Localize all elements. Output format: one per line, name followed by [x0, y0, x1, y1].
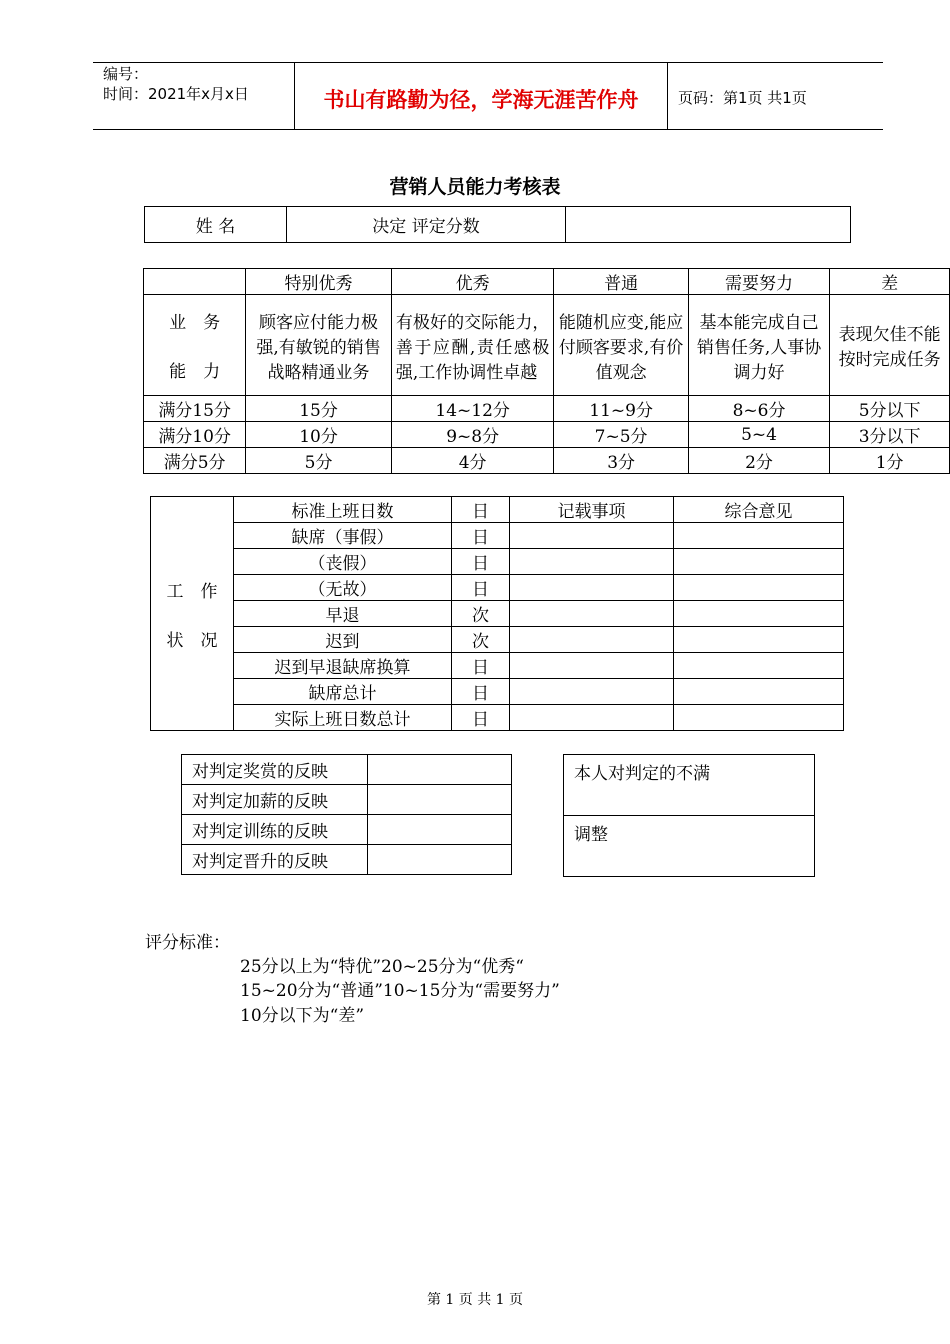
ability-table-clip	[143, 268, 950, 474]
reaction-value[interactable]	[368, 755, 512, 785]
opinion-header: 综合意见	[674, 497, 844, 523]
record-cell[interactable]	[510, 705, 674, 731]
reaction-value[interactable]	[368, 785, 512, 815]
score-label: 决定 评定分数	[287, 207, 566, 243]
level-description: 基本能完成自己销售任务,人事协调力好	[688, 295, 830, 396]
work-unit: 日	[452, 705, 510, 731]
score-cell: 11~9分	[554, 396, 688, 422]
level-header: 优秀	[391, 269, 554, 295]
opinion-cell[interactable]	[674, 627, 844, 653]
header-meta	[103, 64, 249, 104]
score-row-label: 满分5分	[144, 448, 246, 474]
ability-row-label-line: 业 务	[169, 313, 221, 333]
score-cell: 3分以下	[830, 422, 950, 448]
score-cell: 1分	[830, 448, 950, 474]
opinion-cell[interactable]	[674, 523, 844, 549]
score-cell: 4分	[391, 448, 554, 474]
standard-line: 10分以下为“差”	[240, 1006, 365, 1026]
record-cell[interactable]	[510, 653, 674, 679]
ability-corner	[144, 269, 246, 295]
standard-line: 15~20分为“普通”10~15分为“需要努力”	[240, 981, 560, 1001]
page-footer: 第 1 页 共 1 页	[426, 1292, 524, 1308]
header-top-rule	[93, 62, 883, 63]
header-motto: 书山有路勤为径，学海无涯苦作舟	[323, 88, 639, 112]
score-cell: 7~5分	[554, 422, 688, 448]
score-cell: 14~12分	[391, 396, 554, 422]
work-unit: 日	[452, 653, 510, 679]
score-row-label: 满分10分	[144, 422, 246, 448]
score-cell: 5分	[246, 448, 392, 474]
header-divider-right	[667, 62, 668, 130]
level-description: 顾客应付能力极强,有敏锐的销售战略精通业务	[246, 295, 392, 396]
opinion-cell[interactable]	[674, 601, 844, 627]
opinion-cell[interactable]	[674, 679, 844, 705]
record-cell[interactable]	[510, 575, 674, 601]
adjust-label[interactable]: 调整	[564, 816, 815, 877]
level-header: 差	[830, 269, 950, 295]
work-item: （丧假）	[234, 549, 452, 575]
name-score-table	[144, 206, 851, 243]
record-cell[interactable]	[510, 601, 674, 627]
score-cell: 10分	[246, 422, 392, 448]
level-description: 有极好的交际能力，善于应酬,责任感极强,工作协调性卓越	[391, 295, 554, 396]
dissatisfaction-label[interactable]: 本人对判定的不满	[564, 755, 815, 816]
record-cell[interactable]	[510, 627, 674, 653]
work-unit: 日	[452, 679, 510, 705]
level-description: 能随机应变,能应付顾客要求,有价值观念	[554, 295, 688, 396]
standard-line: 25分以上为“特优”20~25分为“优秀“	[240, 957, 524, 977]
score-cell: 15分	[246, 396, 392, 422]
dissatisfaction-table	[563, 754, 815, 877]
score-cell: 8~6分	[688, 396, 830, 422]
header-time: 时间：2021年x月x日	[103, 85, 249, 103]
record-cell[interactable]	[510, 549, 674, 575]
work-unit: 日	[452, 497, 510, 523]
work-item: （无故）	[234, 575, 452, 601]
work-unit: 日	[452, 549, 510, 575]
record-header: 记载事项	[510, 497, 674, 523]
reaction-value[interactable]	[368, 815, 512, 845]
score-value-cell[interactable]	[566, 207, 851, 243]
work-side-label-line: 工 作	[166, 581, 218, 602]
work-unit: 日	[452, 523, 510, 549]
ability-row-label-line: 能 力	[169, 362, 221, 382]
record-cell[interactable]	[510, 679, 674, 705]
work-side-label-line: 状 况	[166, 630, 218, 651]
ability-row-label	[144, 295, 246, 396]
opinion-cell[interactable]	[674, 575, 844, 601]
opinion-cell[interactable]	[674, 705, 844, 731]
work-item: 迟到	[234, 627, 452, 653]
opinion-cell[interactable]	[674, 653, 844, 679]
standard-label: 评分标准：	[145, 933, 230, 953]
reaction-value[interactable]	[368, 845, 512, 875]
level-header: 需要努力	[688, 269, 830, 295]
reaction-label: 对判定晋升的反映	[182, 845, 368, 875]
reaction-label: 对判定加薪的反映	[182, 785, 368, 815]
header-bottom-rule	[93, 129, 883, 130]
work-item: 标准上班日数	[234, 497, 452, 523]
work-status-table	[150, 496, 844, 731]
work-unit: 次	[452, 601, 510, 627]
level-description: 表现欠佳不能按时完成任务	[830, 295, 950, 396]
header-page-info: 页码：第1页 共1页	[678, 89, 807, 107]
ability-table	[143, 268, 950, 474]
header-divider-left	[294, 62, 295, 130]
name-label: 姓 名	[145, 207, 287, 243]
work-item: 缺席总计	[234, 679, 452, 705]
header-number: 编号：	[103, 65, 149, 83]
score-cell: 2分	[688, 448, 830, 474]
page-title: 营销人员能力考核表	[389, 176, 561, 198]
work-side-label	[151, 497, 234, 731]
score-cell: 3分	[554, 448, 688, 474]
score-cell: 9~8分	[391, 422, 554, 448]
score-cell: 5~4	[688, 422, 830, 448]
reaction-table	[181, 754, 512, 875]
work-item: 迟到早退缺席换算	[234, 653, 452, 679]
opinion-cell[interactable]	[674, 549, 844, 575]
score-row-label: 满分15分	[144, 396, 246, 422]
work-item: 早退	[234, 601, 452, 627]
work-unit: 次	[452, 627, 510, 653]
work-item: 缺席（事假）	[234, 523, 452, 549]
level-header: 特别优秀	[246, 269, 392, 295]
work-unit: 日	[452, 575, 510, 601]
reaction-label: 对判定训练的反映	[182, 815, 368, 845]
score-cell: 5分以下	[830, 396, 950, 422]
reaction-label: 对判定奖赏的反映	[182, 755, 368, 785]
level-header: 普通	[554, 269, 688, 295]
record-cell[interactable]	[510, 523, 674, 549]
work-item: 实际上班日数总计	[234, 705, 452, 731]
